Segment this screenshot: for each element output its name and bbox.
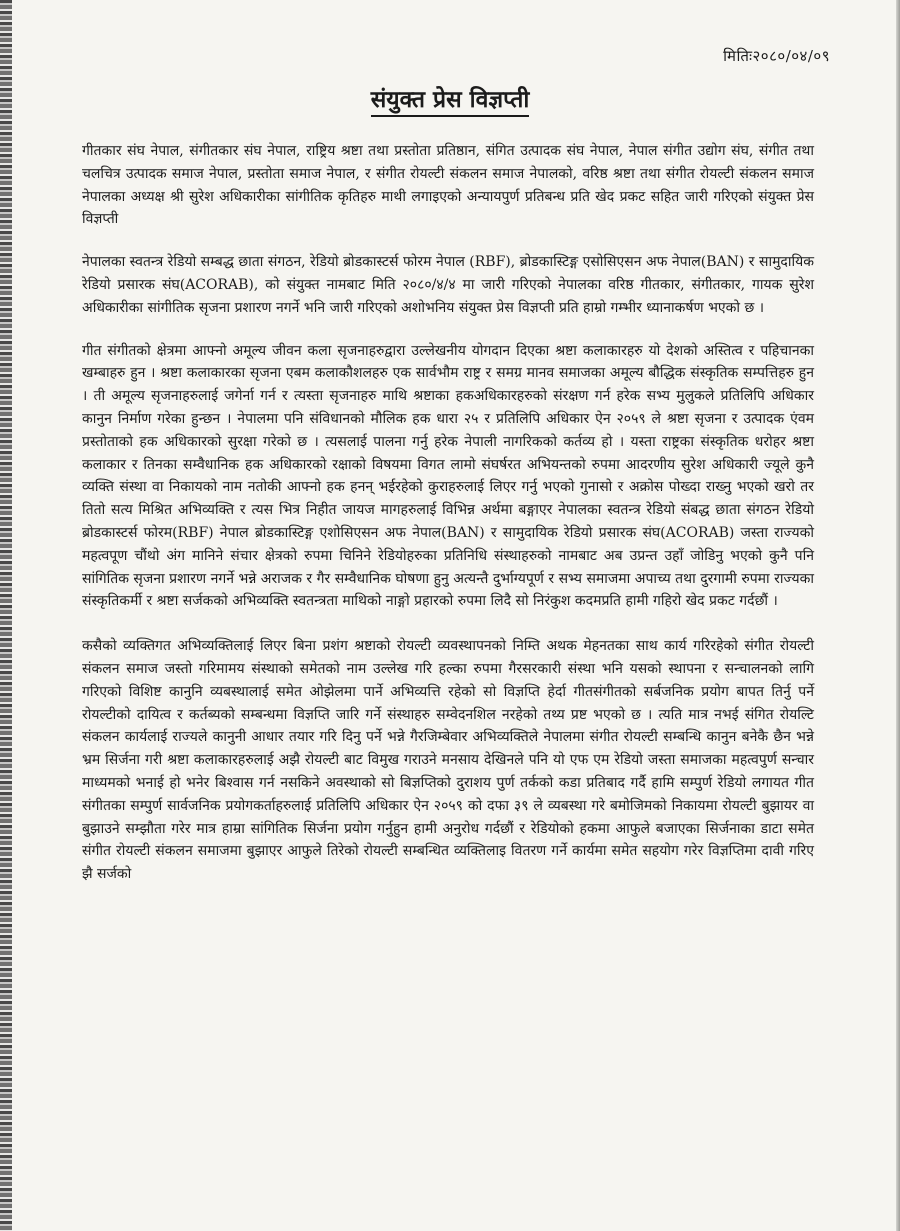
paragraph-intro: गीतकार संघ नेपाल, संगीतकार संघ नेपाल, राष्ट्रिय श्रष्टा तथा प्रस्तोता प्रतिष्ठान, संगित उत्पादक संघ नेपाल, नेपाल संगीत उद्योग संघ, संगीत तथा चलचित्र उत्पादक समाज नेपाल, प्रस्तोता समाज नेपाल, र संगीत रोयल्टी संकलन समाज नेपालको, वरिष्ठ श्रष्टा तथा संगीत रोयल्टी संकलन समाज नेपालका अध्यक्ष श्री सुरेश अधिकारीका सांगीतिक कृतिहरु माथी लगाइएको अन्यायपुर्ण प्रतिबन्ध प्रति खेद प्रकट सहित जारी गरिएको संयुक्त प्रेस विज्ञप्ती bbox=[82, 143, 814, 228]
paragraph-request: कसैको व्यक्तिगत अभिव्यक्तिलाई लिएर बिना प्रशंग श्रष्टाको रोयल्टी व्यवस्थापनको निम्ति अथक मेहनतका साथ कार्य गरिरहेको संगीत रोयल्टी संकलन समाज जस्तो गरिमामय संस्थाको समेतको नाम उल्लेख गरि हल्का रुपमा गैरसरकारी संस्था भनि यसको स्थापना र सन्चालनको लागि गरिएको विशिष्ट कानुनि व्यबस्थालाई समेत ओझेलमा पार्ने अभिव्यत्ति रहेको सो विज्ञप्ति हेर्दा गीतसंगीतको सर्बजनिक प्रयोग बापत तिर्नु पर्ने रोयल्टीको दायित्व र कर्तब्यको सम्बन्धमा विज्ञप्ति जारि गर्ने संस्थाहरु सम्वेदनशिल नरहेको तथ्य प्रष्ट भएको छ । त्यति मात्र नभई संगित रोयल्टि संकलन कार्यलाई राज्यले कानुनी आधार तयार गरि दिनु पर्ने भन्ने गैरजिम्बेवार अभिव्यक्तिले नेपालमा संगीत रोयल्टी सम्बन्धि कानुन बनेकै छैन भन्ने भ्रम सिर्जना गरी श्रष्टा कलाकारहरुलाई अझै रोयल्टी बाट विमुख गराउने मनसाय देखिनले पनि यो एफ एम रेडियो जस्ता समाजका महत्वपुर्ण सन्चार माध्यमको भनाई हो भनेर बिश्वास गर्न नसकिने अवस्थाको सो बिज्ञप्तिको दुराशय पुर्ण तर्कको कडा प्रतिबाद गर्दै हामि सम्पुर्ण रेडियो लगायत गीत संगीतका सम्पुर्ण सार्वजनिक प्रयोगकर्ताहरुलाई प्रतिलिपि अधिकार ऐन २०५९ को दफा ३९ ले व्यबस्था गरे बमोजिमको निकायमा रोयल्टी बुझायर वा बुझाउने सम्झौता गरेर मात्र हाम्रा सांगितिक सिर्जना प्रयोग गर्नुहुन हामी अनुरोध गर्दछौं र रेडियोको हकमा आफुले बजाएका सिर्जनाका डाटा समेत संगीत रोयल्टी संकलन समाजमा बुझाएर आफुले तिरेको रोयल्टी सम्बन्धित व्यक्तिलाइ वितरण गर्ने कार्यमा समेत सहयोग गरेर विज्ञप्तिमा दावी गरिए झै सर्जको bbox=[82, 638, 814, 883]
title-text: संयुक्त प्रेस विज्ञप्ती bbox=[371, 86, 530, 117]
scan-binding-edge bbox=[0, 0, 12, 1231]
document-title bbox=[0, 82, 900, 114]
document-date: मितिः२०८०/०४/०९ bbox=[723, 47, 830, 65]
document-body bbox=[82, 140, 814, 906]
scan-right-edge bbox=[896, 0, 900, 1231]
paragraph-main: गीत संगीतको क्षेत्रमा आफ्नो अमूल्य जीवन कला सृजनाहरुद्वारा उल्लेखनीय योगदान दिएका श्रष्टा कलाकारहरु यो देशको अस्तित्व र पहिचानका खम्बाहरु हुन । श्रष्टा कलाकारका सृजना एबम कलाकौशलहरु एक सार्वभौम राष्ट्र र समग्र मानव समाजका अमूल्य बौद्धिक संस्कृतिक सम्पत्तिहरु हुन । ती अमूल्य सृजनाहरुलाई जगेर्ना गर्न र त्यस्ता सृजनाहरु माथि श्रष्टाका हकअधिकारहरुको संरक्षण गर्न हरेक सभ्य मुलुकले प्रतिलिपि अधिकार कानुन निर्माण गरेका हुन्छन । नेपालमा पनि संविधानको मौलिक हक धारा २५ र प्रतिलिपि अधिकार ऐन २०५९ ले श्रष्टा सृजना र उत्पादक एंवम प्रस्तोताको हक अधिकारको सुरक्षा गरेको छ । त्यसलाई पालना गर्नु हरेक नेपाली नागरिकको कर्तव्य हो । यस्ता राष्ट्रका संस्कृतिक धरोहर श्रष्टा कलाकार र तिनका सम्वैधानिक हक अधिकारको रक्षाको विषयमा विगत लामो संघर्षरत अभियन्तको रुपमा आदरणीय सुरेश अधिकारी ज्यूले कुनै व्यक्ति संस्था वा निकायको नाम नतोकी आफ्नो हक हनन् भईरहेको कुराहरुलाई लिएर गर्नु भएको गुनासो र अक्रोस पोख्दा राख्नु भएको खरो तर तितो सत्य मिश्रित अभिव्यक्ति र त्यस भित्र निहीत जायज मागहरुलाई विभिन्न अर्थमा बङ्गाएर नेपालका स्वतन्त्र रेडियो संबद्ध छाता संगठन रेडियो ब्रोडकास्टर्स फोरम(RBF) नेपाल ब्रोडकास्टिङ्ग एशोसिएसन अफ नेपाल(BAN) र सामुदायिक रेडियो प्रसारक संघ(ACORAB) जस्ता राज्यको महत्वपूण चौंथो अंग मानिने संचार क्षेत्रको रुपमा चिनिने रेडियोहरुका प्रतिनिधि संस्थाहरुको नामबाट अब उप्रन्त उहाँ जोडिनु भएको कुनै पनि सांगितिक सृजना प्रशारण नगर्ने भन्ने अराजक र गैर सम्वैधानिक घोषणा हुनु अत्यन्तै दुर्भाग्यपूर्ण र सभ्य समाजमा अपाच्य तथा दुरगामी रुपमा राज्यका संस्कृतिकर्मी र श्रष्टा सर्जकको अभिव्यक्ति स्वतन्त्रता माथिको नाङ्गो प्रहारको रुपमा लिदै सो निरंकुश कदमप्रति हामी गहिरो खेद प्रकट गर्दछौं । bbox=[82, 342, 814, 610]
paragraph-context: नेपालका स्वतन्त्र रेडियो सम्बद्ध छाता संगठन, रेडियो ब्रोडकास्टर्स फोरम नेपाल (RBF), ब्रोडकास्टिङ्ग एसोसिएसन अफ नेपाल(BAN) र सामुदायिक रेडियो प्रसारक संघ(ACORAB), को संयुक्त नामबाट मिति २०८०/४/४ मा जारी गरिएको नेपालका वरिष्ठ गीतकार, संगीतकार, गायक सुरेश अधिकारीका सांगीतिक सृजना प्रशारण नगर्ने भनि जारी गरिएको अशोभनिय संयुक्त प्रेस विज्ञप्ती प्रति हाम्रो गम्भीर ध्यानाकर्षण भएको छ । bbox=[82, 254, 814, 316]
